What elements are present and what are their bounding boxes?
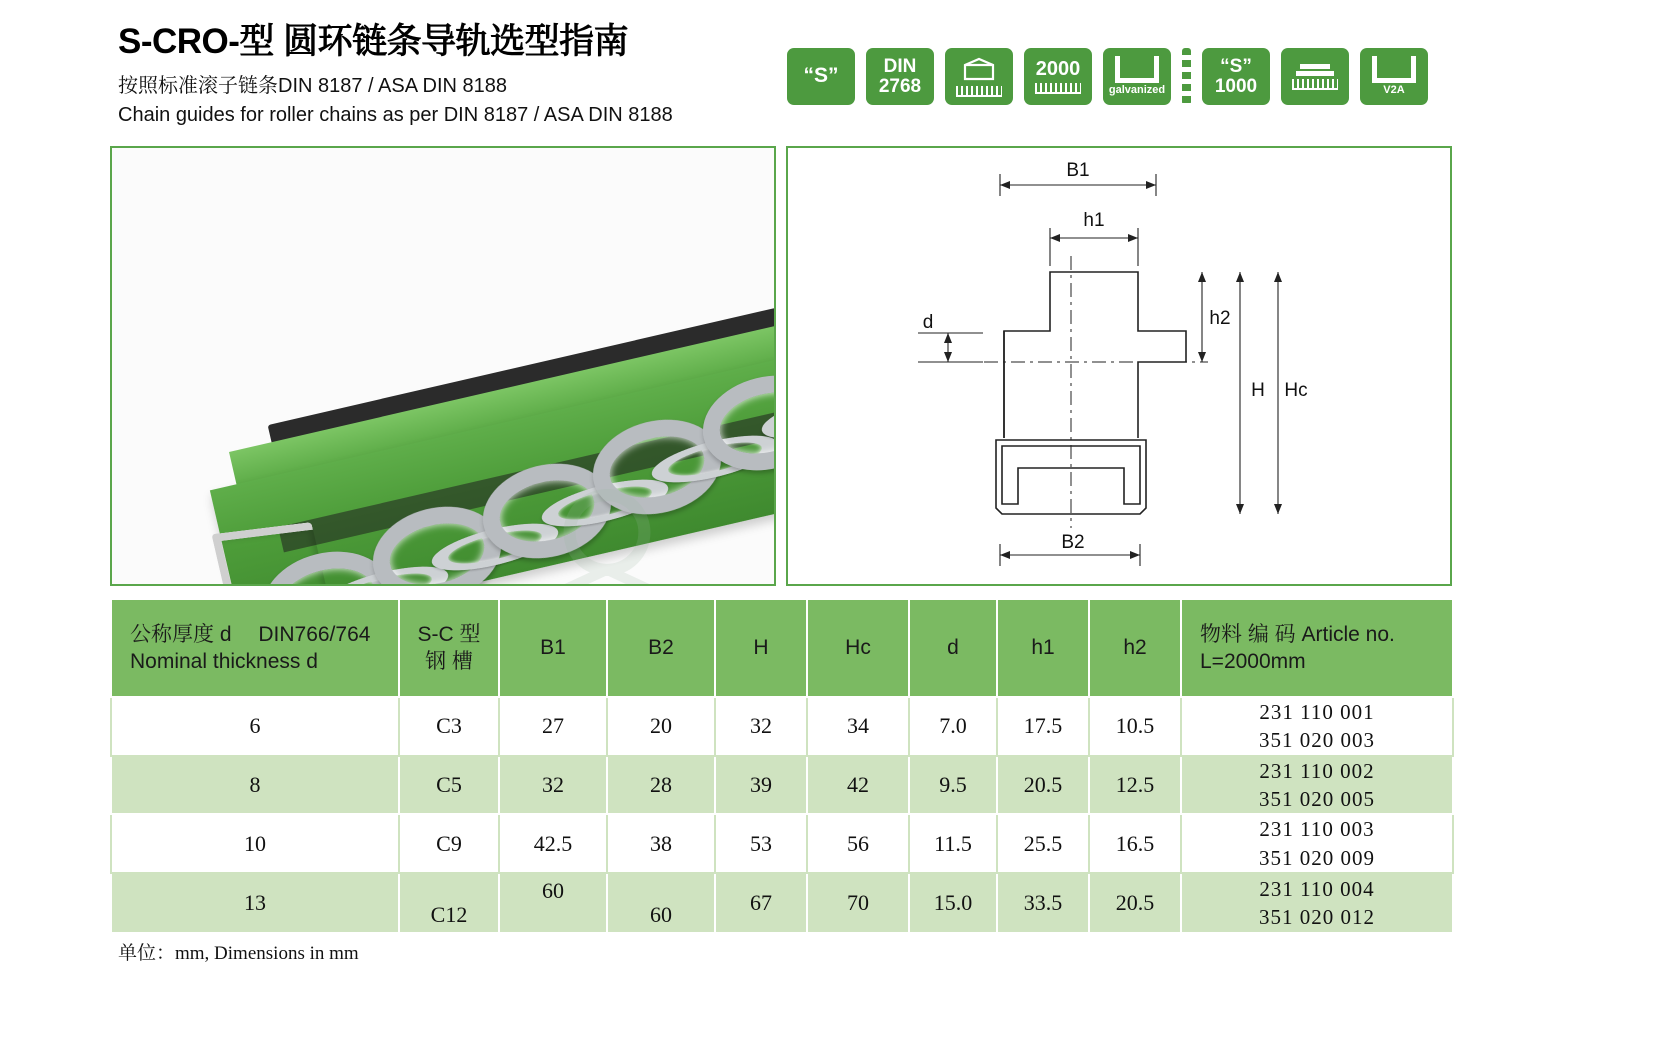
article-no-2: 351 020 005 (1259, 787, 1375, 812)
th-h2: h2 (1089, 599, 1181, 697)
badge-s-label: “S” (803, 64, 839, 88)
th-h1: h1 (997, 599, 1089, 697)
th-d: d (909, 599, 997, 697)
badge-galvanized (1103, 48, 1171, 105)
cell-nominal: 8 (111, 756, 399, 815)
cell-article (1181, 697, 1453, 756)
table-row (111, 873, 1453, 933)
article-no-2: 351 020 009 (1259, 845, 1375, 870)
cell-hc: 70 (807, 873, 909, 933)
cell-h2: 20.5 (1089, 873, 1181, 933)
u-profile-icon (1372, 56, 1416, 83)
cell-h1: 20.5 (997, 756, 1089, 815)
th-b2: B2 (607, 599, 715, 697)
table-header-row (111, 599, 1453, 697)
dim-label-h2: h2 (1209, 308, 1231, 329)
cell-type: C9 (399, 814, 499, 873)
technical-drawing-panel (786, 146, 1452, 586)
badge-row (787, 48, 1428, 105)
badge-din-line2: 2768 (878, 75, 922, 97)
th-type (399, 599, 499, 697)
cell-b2: 20 (607, 697, 715, 756)
layers-icon (1296, 64, 1334, 76)
cell-hc: 34 (807, 697, 909, 756)
ruler-icon (956, 86, 1002, 97)
profile-cross-section-drawing (788, 148, 1452, 584)
dim-label-h1: h1 (1083, 210, 1105, 231)
cell-nominal: 6 (111, 697, 399, 756)
cell-d: 9.5 (909, 756, 997, 815)
cell-b2: 28 (607, 756, 715, 815)
cell-b1: 42.5 (499, 814, 607, 873)
badge-s (787, 48, 855, 105)
cell-type: C3 (399, 697, 499, 756)
cell-h: 67 (715, 873, 807, 933)
article-no-1: 231 110 002 (1259, 758, 1375, 783)
badge-separator (1182, 48, 1191, 105)
th-article-cn: 物料 编 码 Article no. (1200, 622, 1395, 646)
table-row (111, 756, 1453, 815)
cell-b1: 27 (499, 697, 607, 756)
subtitle-chinese: 按照标准滚子链条DIN 8187 / ASA DIN 8188 (118, 75, 508, 98)
cell-hc: 56 (807, 814, 909, 873)
article-no-1: 231 110 003 (1259, 817, 1375, 842)
page-title: S-CRO-型 圆环链条导轨选型指南 (118, 22, 629, 61)
table-row (111, 814, 1453, 873)
dim-label-hc: Hc (1284, 380, 1308, 401)
badge-din (866, 48, 934, 105)
cell-type: C12 (399, 873, 499, 933)
article-no-2: 351 020 012 (1259, 905, 1375, 930)
box-3d-icon (959, 57, 999, 83)
cell-h2: 12.5 (1089, 756, 1181, 815)
cell-d: 7.0 (909, 697, 997, 756)
ruler-icon (1292, 79, 1338, 90)
ruler-icon (1035, 83, 1081, 94)
watermark-logo (442, 478, 772, 586)
units-footnote: 单位：mm, Dimensions in mm (118, 943, 359, 964)
badge-length-2000 (1024, 48, 1092, 105)
cell-b2: 38 (607, 814, 715, 873)
table-row (111, 697, 1453, 756)
th-nominal-en: Nominal thickness d (130, 650, 318, 673)
u-profile-icon (1115, 56, 1159, 83)
dim-label-h: H (1251, 380, 1265, 401)
badge-s1000-line1: “S” (1220, 55, 1252, 77)
cell-h1: 33.5 (997, 873, 1089, 933)
header (118, 22, 878, 130)
th-nominal-cn: 公称厚度 d DIN766/764 (130, 622, 371, 646)
badge-box-dimension (945, 48, 1013, 105)
cell-h: 39 (715, 756, 807, 815)
cell-h: 32 (715, 697, 807, 756)
dim-label-b2: B2 (1061, 532, 1085, 553)
dim-label-b1: B1 (1066, 160, 1090, 181)
specification-table (110, 598, 1452, 934)
cell-nominal: 10 (111, 814, 399, 873)
th-article-no (1181, 599, 1453, 697)
cell-d: 11.5 (909, 814, 997, 873)
cell-hc: 42 (807, 756, 909, 815)
cell-b2: 60 (607, 873, 715, 933)
cell-b1: 32 (499, 756, 607, 815)
dim-label-d: d (922, 312, 934, 333)
badge-length-label: 2000 (1035, 58, 1081, 80)
badge-s-1000 (1202, 48, 1270, 105)
cell-article (1181, 756, 1453, 815)
cell-d: 15.0 (909, 873, 997, 933)
th-type-cn: S-C 型 (417, 622, 481, 646)
badge-din-line1: DIN (883, 55, 917, 77)
article-no-2: 351 020 003 (1259, 728, 1375, 753)
cell-b1: 60 (499, 873, 607, 933)
th-b1: B1 (499, 599, 607, 697)
product-photo-panel (110, 146, 776, 586)
cell-h2: 16.5 (1089, 814, 1181, 873)
th-h: H (715, 599, 807, 697)
badge-v2a (1360, 48, 1428, 105)
th-nominal-thickness (111, 599, 399, 697)
cell-article (1181, 873, 1453, 933)
badge-s1000-line2: 1000 (1214, 75, 1258, 97)
th-hc: Hc (807, 599, 909, 697)
badge-galvanized-label: galvanized (1108, 84, 1166, 97)
cell-h: 53 (715, 814, 807, 873)
article-no-1: 231 110 004 (1259, 876, 1375, 901)
badge-v2a-label: V2A (1383, 84, 1405, 97)
cell-type: C5 (399, 756, 499, 815)
article-no-1: 231 110 001 (1259, 700, 1375, 724)
cell-article (1181, 814, 1453, 873)
cell-h2: 10.5 (1089, 697, 1181, 756)
badge-layers (1281, 48, 1349, 105)
cell-nominal: 13 (111, 873, 399, 933)
th-article-en: L=2000mm (1200, 650, 1306, 673)
th-type-en: 钢 槽 (425, 650, 473, 673)
cell-h1: 25.5 (997, 814, 1089, 873)
cell-h1: 17.5 (997, 697, 1089, 756)
subtitle-english: Chain guides for roller chains as per DIN 8187 / ASA DIN 8188 (118, 104, 673, 127)
